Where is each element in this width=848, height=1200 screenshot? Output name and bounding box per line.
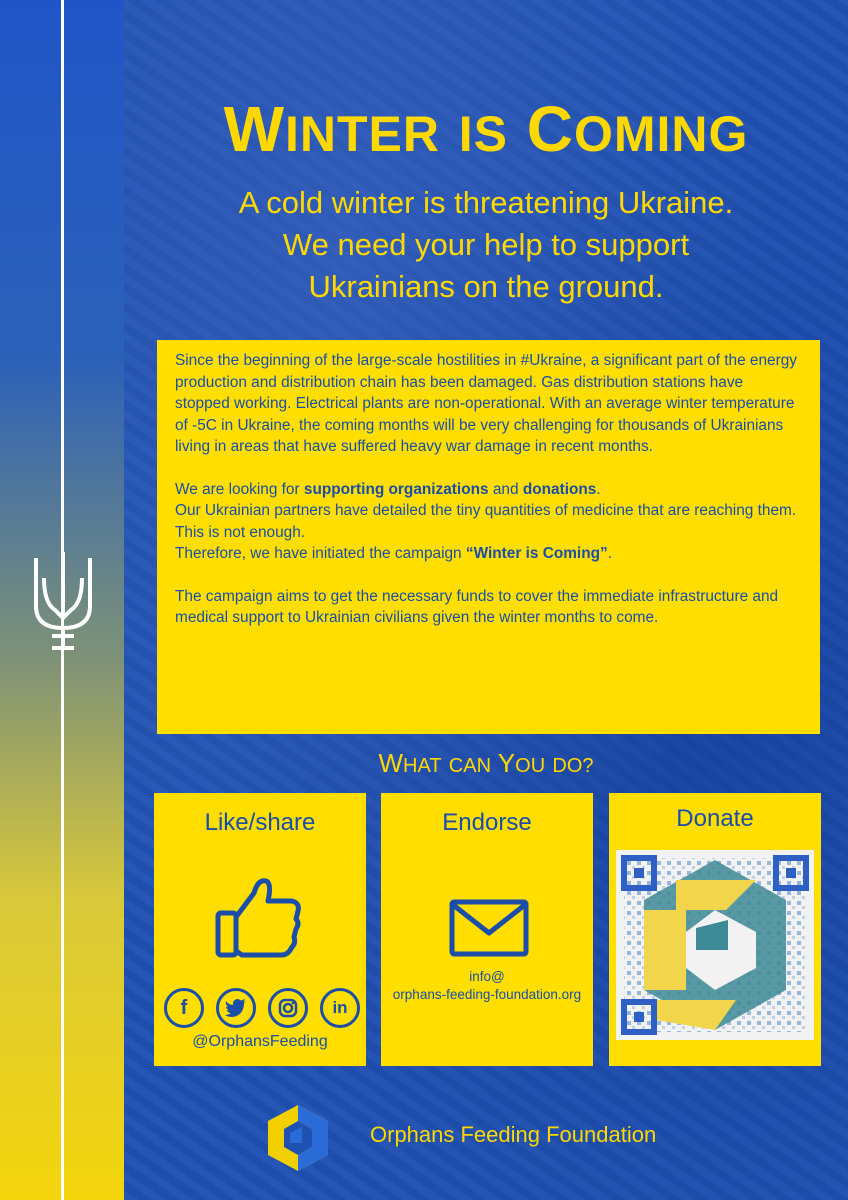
twitter-handle[interactable]: @OrphansFeeding — [192, 1033, 328, 1050]
donate-qr-code[interactable] — [616, 850, 814, 1040]
contact-email[interactable]: info@ orphans-feeding-foundation.org — [392, 969, 582, 1002]
thumbs-up-icon — [212, 871, 304, 963]
endorse-card[interactable] — [381, 793, 593, 1066]
what-can-you-do-heading: WHAT CAN YOU DO? — [378, 748, 594, 778]
endorse-title: Endorse — [442, 809, 532, 836]
trident-icon — [30, 548, 96, 653]
facebook-icon[interactable]: f — [164, 988, 204, 1028]
linkedin-icon[interactable]: in — [320, 988, 360, 1028]
info-paragraph-3: The campaign aims to get the necessary funds to cover the immediate infrastructure and medical support to Ukrainian civilians given the winter months to come. — [175, 587, 779, 626]
twitter-icon[interactable] — [216, 988, 256, 1028]
social-icons-row — [164, 988, 360, 1028]
info-paragraph-1: Since the beginning of the large-scale hostilities in #Ukraine, a significant part of the energy production and distribution chain has been damaged. Gas distribution stations have stopped working. Electrical plants are non-operational. With an average winter temperature of -5C in Ukraine, the coming months will be very challenging for thousands of Ukrainians living in areas that have suffered heavy war damage in recent months. — [175, 352, 797, 455]
like-share-title: Like/share — [204, 809, 316, 836]
foundation-name: Orphans Feeding Foundation — [370, 1122, 657, 1147]
donate-title: Donate — [676, 805, 754, 832]
subtitle: A cold winter is threatening Ukraine. We need your help to support Ukrainians on the ground. — [238, 185, 734, 304]
foundation-logo — [266, 1103, 330, 1173]
envelope-icon — [449, 899, 529, 957]
headline: WINTER IS COMING — [223, 93, 749, 165]
info-paragraph-2: We are looking for supporting organizations and donations. Our Ukrainian partners have detailed the tiny quantities of medicine that are reaching them. This is not enough. Therefore, we have initiated the campaign “Winter is Coming”. — [175, 480, 797, 562]
instagram-icon[interactable] — [268, 988, 308, 1028]
left-flag-strip — [0, 0, 124, 1200]
info-box — [157, 340, 820, 734]
